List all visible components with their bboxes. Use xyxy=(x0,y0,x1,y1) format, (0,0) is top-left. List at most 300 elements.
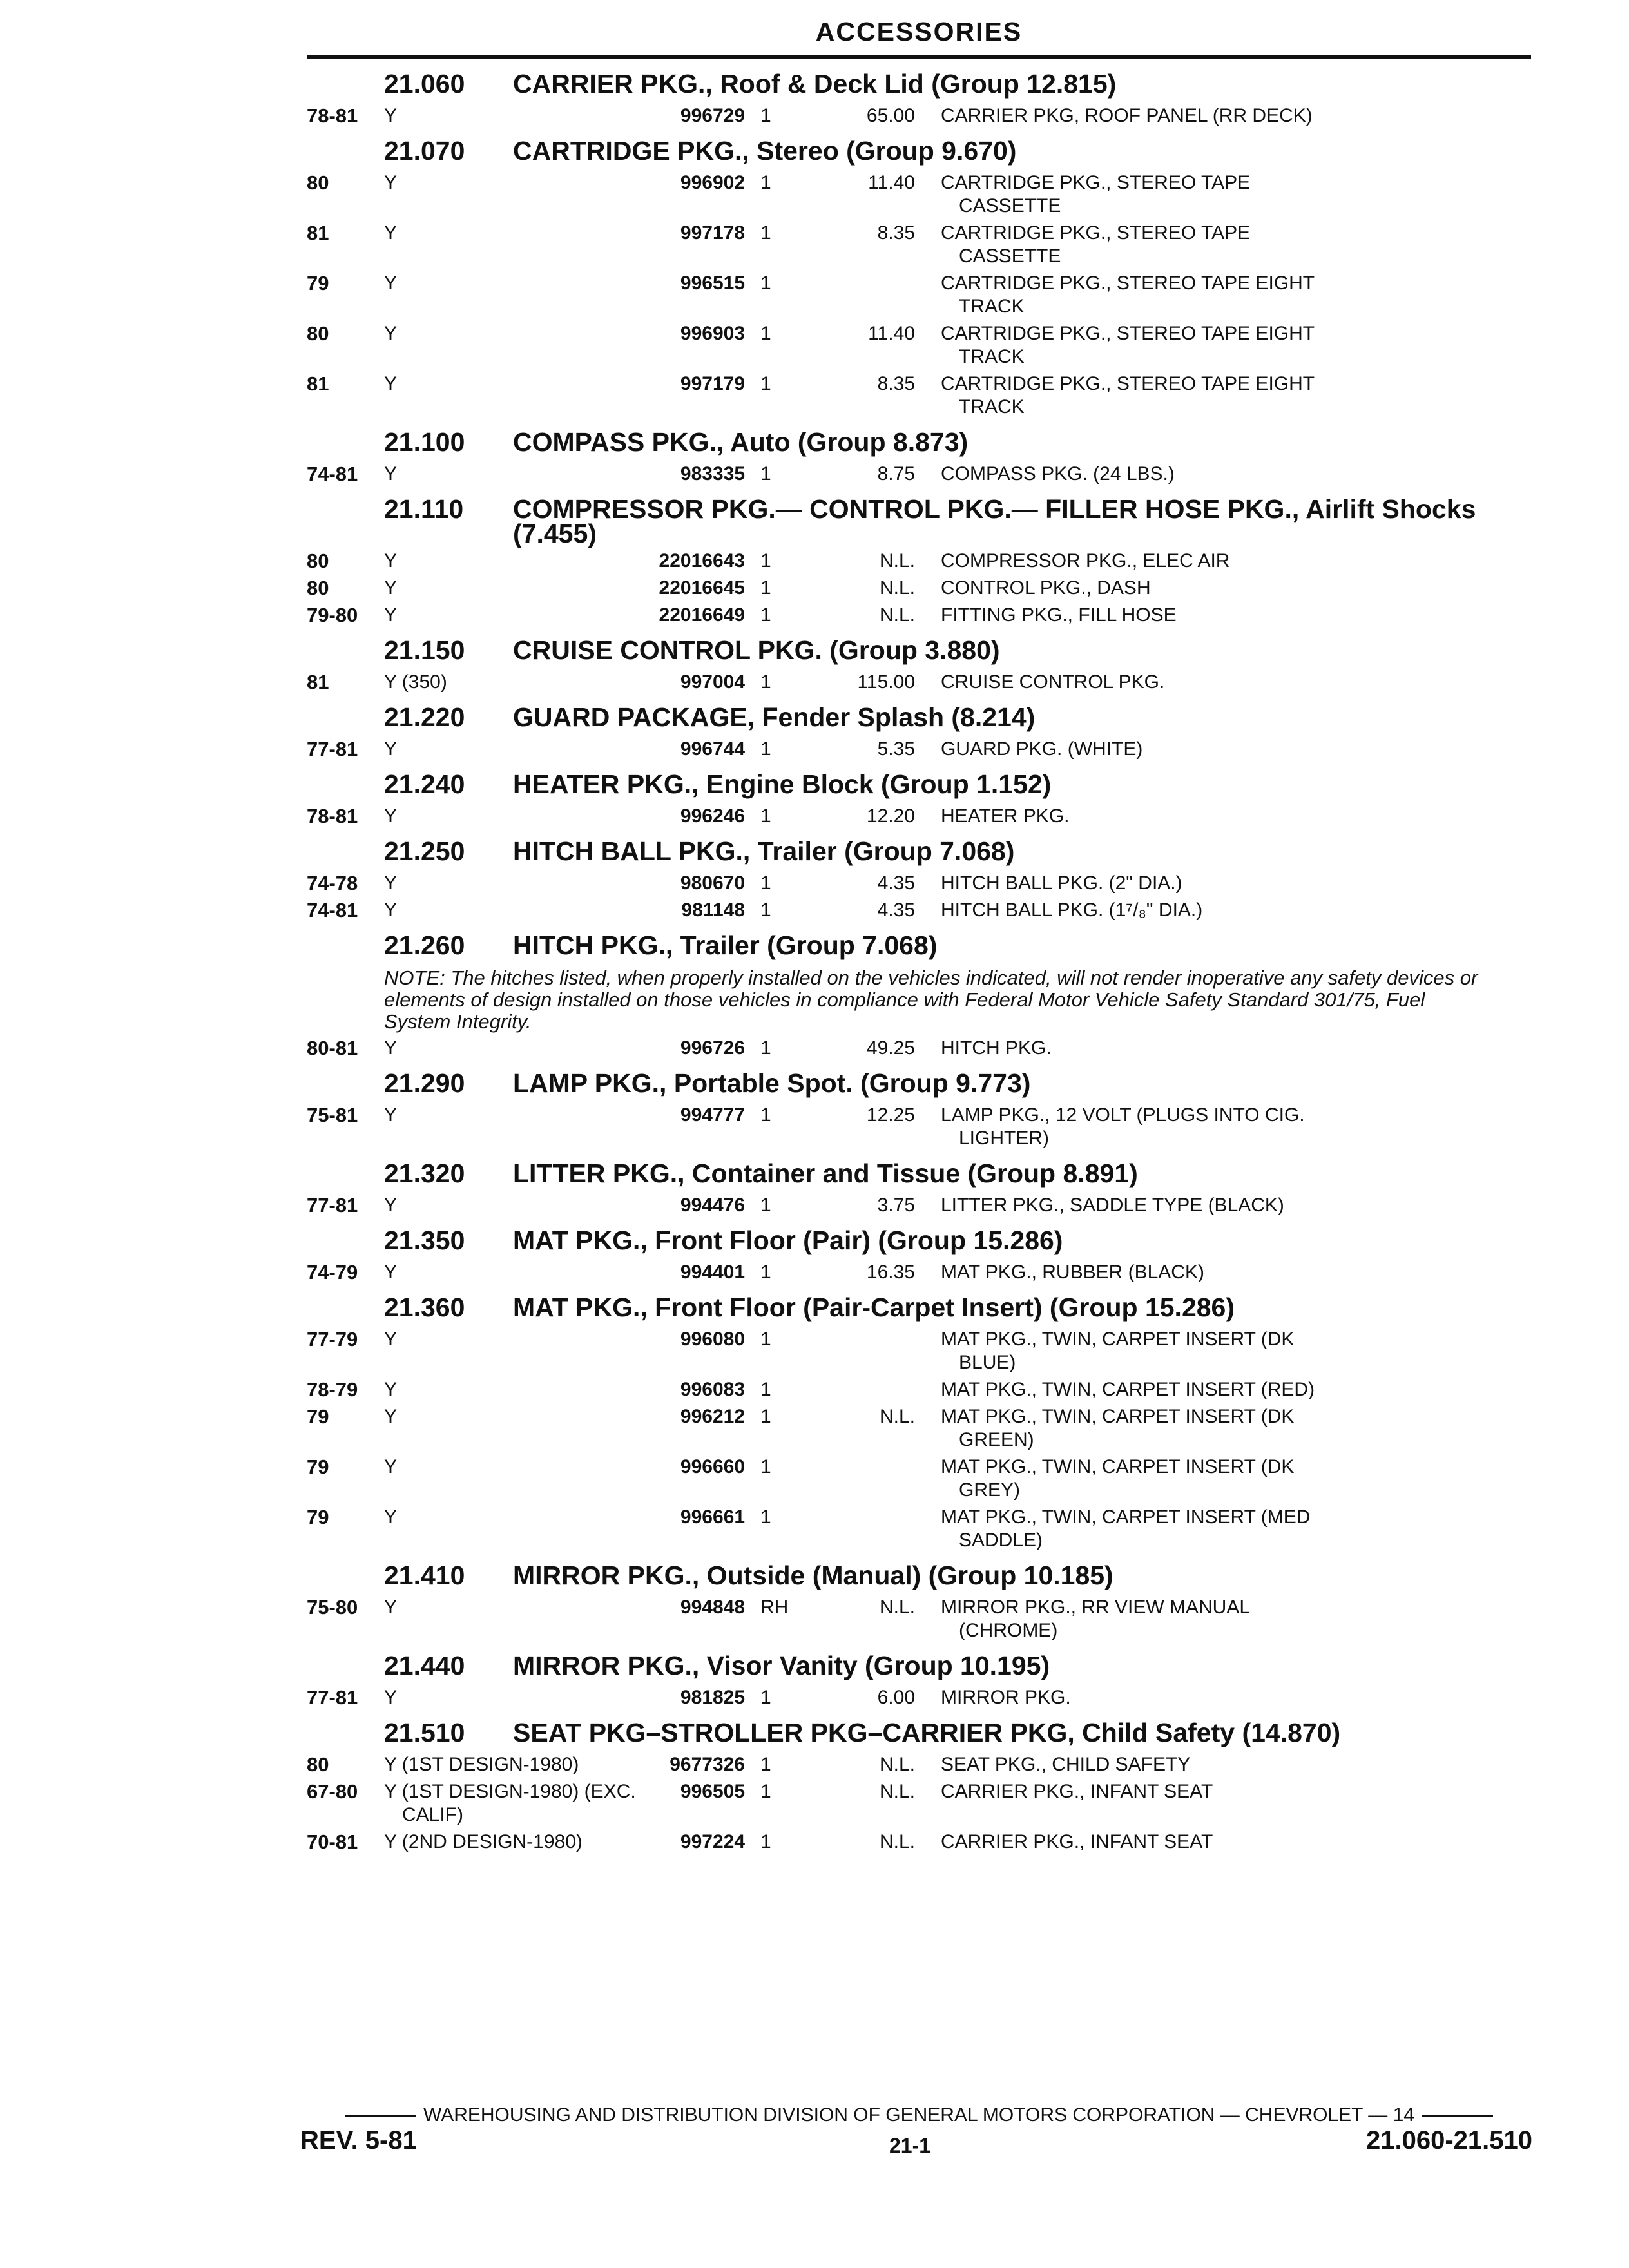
part-row xyxy=(307,372,1531,419)
section-title: SEAT PKG–STROLLER PKG–CARRIER PKG, Child Safety (14.870) xyxy=(513,1718,1341,1747)
description-continued: GREY) xyxy=(959,1479,1021,1501)
model-cell xyxy=(384,104,642,128)
description: CRUISE CONTROL PKG. xyxy=(941,671,1165,693)
catalog-section xyxy=(307,67,1531,128)
description-cell xyxy=(941,1596,1443,1642)
description: CARTRIDGE PKG., STEREO TAPE xyxy=(941,222,1251,244)
footer-section-range: 21.060-21.510 xyxy=(1365,2126,1532,2155)
model-code: Y xyxy=(384,1195,398,1216)
part-number: 997224 xyxy=(680,1831,745,1852)
part-row xyxy=(307,1596,1531,1642)
footer-division-text: WAREHOUSING AND DISTRIBUTION DIVISION OF GENERAL MOTORS CORPORATION — CHEVROLET — 14 xyxy=(423,2104,1414,2126)
model-years: 70-81 xyxy=(307,1831,358,1853)
description-continued: TRACK xyxy=(959,346,1025,367)
section-number: 21.410 xyxy=(384,1561,465,1590)
description-continued: GREEN) xyxy=(959,1429,1034,1450)
description: MAT PKG., TWIN, CARPET INSERT (DK xyxy=(941,1456,1295,1477)
model-code: Y xyxy=(384,323,398,344)
description: GUARD PKG. (WHITE) xyxy=(941,738,1143,760)
model-code: Y xyxy=(384,373,398,394)
price: 4.35 xyxy=(877,899,915,921)
quantity: 1 xyxy=(760,1781,771,1802)
description-cell xyxy=(941,1405,1443,1452)
catalog-section xyxy=(307,1559,1531,1642)
catalog-section xyxy=(307,928,1531,1060)
part-row xyxy=(307,671,1531,694)
model-years: 81 xyxy=(307,222,329,244)
quantity: 1 xyxy=(760,1195,771,1216)
catalog-section xyxy=(307,1291,1531,1552)
section-title: MAT PKG., Front Floor (Pair-Carpet Insert) (Group 15.286) xyxy=(513,1293,1235,1322)
quantity: 1 xyxy=(760,872,771,894)
section-title: CARRIER PKG., Roof & Deck Lid (Group 12.815) xyxy=(513,69,1117,99)
section-title: HEATER PKG., Engine Block (Group 1.152) xyxy=(513,769,1052,799)
quantity: 1 xyxy=(760,899,771,921)
description: HEATER PKG. xyxy=(941,805,1070,827)
part-number: 981148 xyxy=(681,899,745,921)
model-years: 80 xyxy=(307,577,329,599)
part-number: 996902 xyxy=(680,172,745,193)
part-row xyxy=(307,550,1531,573)
quantity: 1 xyxy=(760,1262,771,1283)
description: LITTER PKG., SADDLE TYPE (BLACK) xyxy=(941,1195,1284,1216)
description-cell xyxy=(941,1780,1443,1803)
section-heading xyxy=(307,1291,1531,1324)
part-number: 996903 xyxy=(680,323,745,344)
section-number: 21.320 xyxy=(384,1158,465,1188)
quantity: 1 xyxy=(760,172,771,193)
description: CONTROL PKG., DASH xyxy=(941,577,1151,599)
price: 8.75 xyxy=(877,463,915,485)
model-cell xyxy=(384,272,642,295)
part-number: 994401 xyxy=(680,1262,745,1283)
description-continued: TRACK xyxy=(959,396,1025,418)
price: 8.35 xyxy=(877,373,915,394)
part-row xyxy=(307,1686,1531,1709)
model-code: Y xyxy=(384,738,398,760)
part-number: 983335 xyxy=(680,463,745,485)
parts-catalog-content xyxy=(307,62,1531,1854)
price: 12.20 xyxy=(866,805,915,827)
model-cell xyxy=(384,222,642,245)
quantity: 1 xyxy=(760,1687,771,1708)
section-title: HITCH PKG., Trailer (Group 7.068) xyxy=(513,930,938,960)
quantity: 1 xyxy=(760,1506,771,1528)
model-years: 74-79 xyxy=(307,1261,358,1283)
quantity: 1 xyxy=(760,604,771,626)
section-number: 21.220 xyxy=(384,702,465,732)
section-heading xyxy=(307,767,1531,801)
section-heading xyxy=(307,1157,1531,1190)
section-title: COMPASS PKG., Auto (Group 8.873) xyxy=(513,427,969,457)
description-cell xyxy=(941,899,1443,922)
model-cell xyxy=(384,171,642,195)
part-number: 996083 xyxy=(680,1379,745,1400)
description-continued: (CHROME) xyxy=(959,1620,1058,1641)
description: CARRIER PKG., INFANT SEAT xyxy=(941,1781,1213,1802)
model-code: Y xyxy=(384,172,398,193)
description-cell xyxy=(941,104,1443,128)
description-cell xyxy=(941,272,1443,318)
model-years: 77-81 xyxy=(307,1194,358,1216)
price: 12.25 xyxy=(866,1104,915,1126)
price: N.L. xyxy=(879,1406,915,1427)
description-continued: LIGHTER) xyxy=(959,1128,1050,1149)
part-row xyxy=(307,1831,1531,1854)
part-number: 997179 xyxy=(680,373,745,394)
description: LAMP PKG., 12 VOLT (PLUGS INTO CIG. xyxy=(941,1104,1305,1126)
model-code: Y xyxy=(384,1406,398,1427)
part-row xyxy=(307,1328,1531,1374)
part-row xyxy=(307,322,1531,369)
description-cell xyxy=(941,1378,1443,1401)
model-code: Y xyxy=(384,1687,398,1708)
part-row xyxy=(307,272,1531,318)
section-heading xyxy=(307,700,1531,734)
model-code: Y xyxy=(384,899,398,921)
part-number: 981825 xyxy=(680,1687,745,1708)
model-cell xyxy=(384,1405,642,1428)
model-years: 75-81 xyxy=(307,1104,358,1126)
description: COMPASS PKG. (24 LBS.) xyxy=(941,463,1175,485)
catalog-section xyxy=(307,425,1531,486)
footer-page-number: 21-1 xyxy=(889,2134,931,2157)
part-row xyxy=(307,1780,1531,1827)
description: HITCH BALL PKG. (1⁷/₈" DIA.) xyxy=(941,899,1203,921)
model-cell xyxy=(384,1378,642,1401)
part-row xyxy=(307,1456,1531,1502)
section-title: CARTRIDGE PKG., Stereo (Group 9.670) xyxy=(513,136,1017,166)
model-cell xyxy=(384,1831,642,1854)
quantity: 1 xyxy=(760,1329,771,1350)
model-years: 74-81 xyxy=(307,463,358,485)
description-continued: CASSETTE xyxy=(959,195,1061,216)
part-row xyxy=(307,171,1531,218)
section-title: MAT PKG., Front Floor (Pair) (Group 15.286) xyxy=(513,1225,1063,1255)
part-row xyxy=(307,899,1531,922)
model-years: 80 xyxy=(307,550,329,572)
model-code: Y xyxy=(384,805,398,827)
footer-rule-right xyxy=(1422,2115,1493,2117)
description-cell xyxy=(941,1104,1443,1150)
section-number: 21.250 xyxy=(384,836,465,866)
description-cell xyxy=(941,222,1443,268)
model-code: Y xyxy=(384,577,398,599)
catalog-section xyxy=(307,1716,1531,1854)
catalog-section xyxy=(307,1066,1531,1150)
model-cell xyxy=(384,1194,642,1217)
price: 49.25 xyxy=(866,1037,915,1059)
description-cell xyxy=(941,372,1443,419)
quantity: 1 xyxy=(760,738,771,760)
section-heading xyxy=(307,1649,1531,1682)
description: CARTRIDGE PKG., STEREO TAPE EIGHT xyxy=(941,273,1315,294)
description: CARTRIDGE PKG., STEREO TAPE EIGHT xyxy=(941,323,1315,344)
description: CARTRIDGE PKG., STEREO TAPE xyxy=(941,172,1251,193)
description-cell xyxy=(941,577,1443,600)
section-number: 21.240 xyxy=(384,769,465,799)
model-code: Y xyxy=(384,222,398,244)
price: 16.35 xyxy=(866,1262,915,1283)
description-continued: BLUE) xyxy=(959,1352,1016,1373)
section-heading xyxy=(307,134,1531,168)
model-code: Y xyxy=(384,1329,398,1350)
model-years: 79 xyxy=(307,1506,329,1528)
description-cell xyxy=(941,738,1443,761)
part-number: 9677326 xyxy=(670,1754,745,1775)
model-years: 79-80 xyxy=(307,604,358,626)
description-cell xyxy=(941,550,1443,573)
model-code: Y xyxy=(384,1037,398,1059)
price: N.L. xyxy=(879,1597,915,1618)
section-title: MIRROR PKG., Visor Vanity (Group 10.195) xyxy=(513,1651,1050,1680)
part-row xyxy=(307,1104,1531,1150)
model-cell xyxy=(384,1753,642,1776)
part-number: 996660 xyxy=(680,1456,745,1477)
quantity: 1 xyxy=(760,1754,771,1775)
section-number: 21.150 xyxy=(384,635,465,665)
description-cell xyxy=(941,1753,1443,1776)
part-row xyxy=(307,604,1531,627)
quantity: 1 xyxy=(760,1831,771,1852)
quantity: RH xyxy=(760,1597,789,1618)
part-number: 994848 xyxy=(680,1597,745,1618)
section-heading xyxy=(307,425,1531,459)
description-cell xyxy=(941,1037,1443,1060)
model-code: Y xyxy=(384,463,398,485)
part-number: 996080 xyxy=(680,1329,745,1350)
price: 11.40 xyxy=(868,172,915,193)
part-row xyxy=(307,1405,1531,1452)
model-code: Y xyxy=(384,872,398,894)
part-number: 22016649 xyxy=(659,604,745,626)
description: COMPRESSOR PKG., ELEC AIR xyxy=(941,550,1230,572)
model-cell xyxy=(384,1456,642,1479)
price: N.L. xyxy=(879,604,915,626)
description-continued: CASSETTE xyxy=(959,245,1061,267)
part-row xyxy=(307,872,1531,895)
part-row xyxy=(307,1037,1531,1060)
part-number: 994476 xyxy=(680,1195,745,1216)
description: CARRIER PKG, ROOF PANEL (RR DECK) xyxy=(941,105,1313,126)
model-cell xyxy=(384,577,642,600)
catalog-section xyxy=(307,492,1531,627)
model-cell xyxy=(384,322,642,345)
quantity: 1 xyxy=(760,1104,771,1126)
model-code-continued: CALIF) xyxy=(402,1804,464,1825)
price: 3.75 xyxy=(877,1195,915,1216)
model-years: 81 xyxy=(307,671,329,693)
model-cell xyxy=(384,604,642,627)
header-rule xyxy=(307,55,1531,59)
part-row xyxy=(307,1506,1531,1552)
part-row xyxy=(307,1261,1531,1284)
model-code: Y xyxy=(384,273,398,294)
part-number: 996726 xyxy=(680,1037,745,1059)
model-years: 80 xyxy=(307,1753,329,1776)
section-title: COMPRESSOR PKG.— CONTROL PKG.— FILLER HOSE PKG., Airlift Shocks (7.455) xyxy=(513,494,1476,548)
description-cell xyxy=(941,1686,1443,1709)
description: HITCH PKG. xyxy=(941,1037,1052,1059)
section-number: 21.260 xyxy=(384,930,465,960)
price: N.L. xyxy=(879,1781,915,1802)
description: MAT PKG., TWIN, CARPET INSERT (DK xyxy=(941,1406,1295,1427)
footer-revision: REV. 5-81 xyxy=(300,2126,417,2155)
section-heading xyxy=(307,834,1531,868)
catalog-section xyxy=(307,1157,1531,1217)
part-row xyxy=(307,222,1531,268)
section-heading xyxy=(307,928,1531,962)
model-code: Y (1ST DESIGN-1980) (EXC. xyxy=(384,1781,636,1802)
model-years: 77-81 xyxy=(307,738,358,760)
section-heading xyxy=(307,1066,1531,1100)
model-code: Y xyxy=(384,1104,398,1126)
price: N.L. xyxy=(879,550,915,572)
price: 8.35 xyxy=(877,222,915,244)
model-years: 74-81 xyxy=(307,899,358,921)
price: 115.00 xyxy=(857,671,915,693)
price: N.L. xyxy=(879,1754,915,1775)
model-years: 81 xyxy=(307,372,329,395)
quantity: 1 xyxy=(760,323,771,344)
section-number: 21.510 xyxy=(384,1718,465,1747)
description: MIRROR PKG. xyxy=(941,1687,1071,1708)
model-code: Y xyxy=(384,550,398,572)
model-years: 78-81 xyxy=(307,104,358,127)
description-cell xyxy=(941,1261,1443,1284)
model-cell xyxy=(384,738,642,761)
description: MAT PKG., TWIN, CARPET INSERT (DK xyxy=(941,1329,1295,1350)
part-row xyxy=(307,738,1531,761)
description-cell xyxy=(941,463,1443,486)
part-number: 996505 xyxy=(680,1781,745,1802)
model-cell xyxy=(384,372,642,396)
part-number: 996246 xyxy=(680,805,745,827)
section-number: 21.350 xyxy=(384,1225,465,1255)
part-number: 996515 xyxy=(680,273,745,294)
catalog-section xyxy=(307,134,1531,419)
price: N.L. xyxy=(879,577,915,599)
description-cell xyxy=(941,671,1443,694)
quantity: 1 xyxy=(760,373,771,394)
model-years: 77-81 xyxy=(307,1686,358,1709)
model-cell xyxy=(384,1596,642,1619)
description-cell xyxy=(941,1194,1443,1217)
section-heading xyxy=(307,492,1531,546)
description: MIRROR PKG., RR VIEW MANUAL xyxy=(941,1597,1251,1618)
part-number: 997004 xyxy=(680,671,745,693)
description: CARTRIDGE PKG., STEREO TAPE EIGHT xyxy=(941,373,1315,394)
section-title: HITCH BALL PKG., Trailer (Group 7.068) xyxy=(513,836,1015,866)
part-row xyxy=(307,1753,1531,1776)
price: 6.00 xyxy=(877,1687,915,1708)
model-years: 80 xyxy=(307,171,329,194)
description-cell xyxy=(941,171,1443,218)
model-code: Y xyxy=(384,1597,398,1618)
part-number: 996212 xyxy=(680,1406,745,1427)
part-number: 996744 xyxy=(680,738,745,760)
description: HITCH BALL PKG. (2" DIA.) xyxy=(941,872,1182,894)
description: CARRIER PKG., INFANT SEAT xyxy=(941,1831,1213,1852)
description-cell xyxy=(941,1831,1443,1854)
catalog-section xyxy=(307,700,1531,761)
catalog-section xyxy=(307,1649,1531,1709)
price: 65.00 xyxy=(866,105,915,126)
description: SEAT PKG., CHILD SAFETY xyxy=(941,1754,1191,1775)
quantity: 1 xyxy=(760,805,771,827)
quantity: 1 xyxy=(760,222,771,244)
section-number: 21.060 xyxy=(384,69,465,99)
part-number: 994777 xyxy=(680,1104,745,1126)
part-number: 996729 xyxy=(680,105,745,126)
page-title: ACCESSORIES xyxy=(815,17,1023,46)
part-number: 22016643 xyxy=(659,550,745,572)
model-code: Y (350) xyxy=(384,671,447,693)
description-cell xyxy=(941,805,1443,828)
model-code: Y xyxy=(384,1379,398,1400)
section-number: 21.110 xyxy=(384,494,464,524)
catalog-section xyxy=(307,767,1531,828)
model-cell xyxy=(384,872,642,895)
quantity: 1 xyxy=(760,105,771,126)
model-cell xyxy=(384,671,642,694)
price: N.L. xyxy=(879,1831,915,1852)
part-row xyxy=(307,104,1531,128)
model-code: Y xyxy=(384,1456,398,1477)
model-cell xyxy=(384,1780,642,1827)
description-cell xyxy=(941,322,1443,369)
catalog-section xyxy=(307,834,1531,922)
model-code: Y xyxy=(384,1506,398,1528)
model-code: Y xyxy=(384,105,398,126)
model-years: 78-79 xyxy=(307,1378,358,1401)
model-cell xyxy=(384,1104,642,1127)
section-title: LITTER PKG., Container and Tissue (Group 8.891) xyxy=(513,1158,1138,1188)
model-cell xyxy=(384,1686,642,1709)
quantity: 1 xyxy=(760,1456,771,1477)
section-title: CRUISE CONTROL PKG. (Group 3.880) xyxy=(513,635,1000,665)
description-cell xyxy=(941,1456,1443,1502)
part-row xyxy=(307,577,1531,600)
model-code: Y (2ND DESIGN-1980) xyxy=(384,1831,583,1852)
model-years: 80 xyxy=(307,322,329,345)
section-note: NOTE: The hitches listed, when properly installed on the vehicles indicated, will not render inoperative any safety devices or elements of design installed on those vehicles in compliance with Federal Motor Vehicle Safety Standard 301/75, Fuel System Integrity. xyxy=(384,966,1478,1033)
description-cell xyxy=(941,1506,1443,1552)
price: 5.35 xyxy=(877,738,915,760)
section-title: GUARD PACKAGE, Fender Splash (8.214) xyxy=(513,702,1036,732)
model-years: 80-81 xyxy=(307,1037,358,1059)
model-years: 79 xyxy=(307,272,329,294)
part-number: 997178 xyxy=(680,222,745,244)
section-heading xyxy=(307,67,1531,101)
section-heading xyxy=(307,1224,1531,1257)
model-years: 67-80 xyxy=(307,1780,358,1803)
part-row xyxy=(307,1378,1531,1401)
model-cell xyxy=(384,1261,642,1284)
model-years: 78-81 xyxy=(307,805,358,827)
section-number: 21.440 xyxy=(384,1651,465,1680)
section-heading xyxy=(307,1716,1531,1749)
description: MAT PKG., TWIN, CARPET INSERT (RED) xyxy=(941,1379,1315,1400)
model-years: 79 xyxy=(307,1405,329,1428)
section-title: MIRROR PKG., Outside (Manual) (Group 10.185) xyxy=(513,1561,1113,1590)
model-cell xyxy=(384,899,642,922)
part-row xyxy=(307,463,1531,486)
part-row xyxy=(307,1194,1531,1217)
description: MAT PKG., TWIN, CARPET INSERT (MED xyxy=(941,1506,1311,1528)
price: 11.40 xyxy=(868,323,915,344)
quantity: 1 xyxy=(760,577,771,599)
